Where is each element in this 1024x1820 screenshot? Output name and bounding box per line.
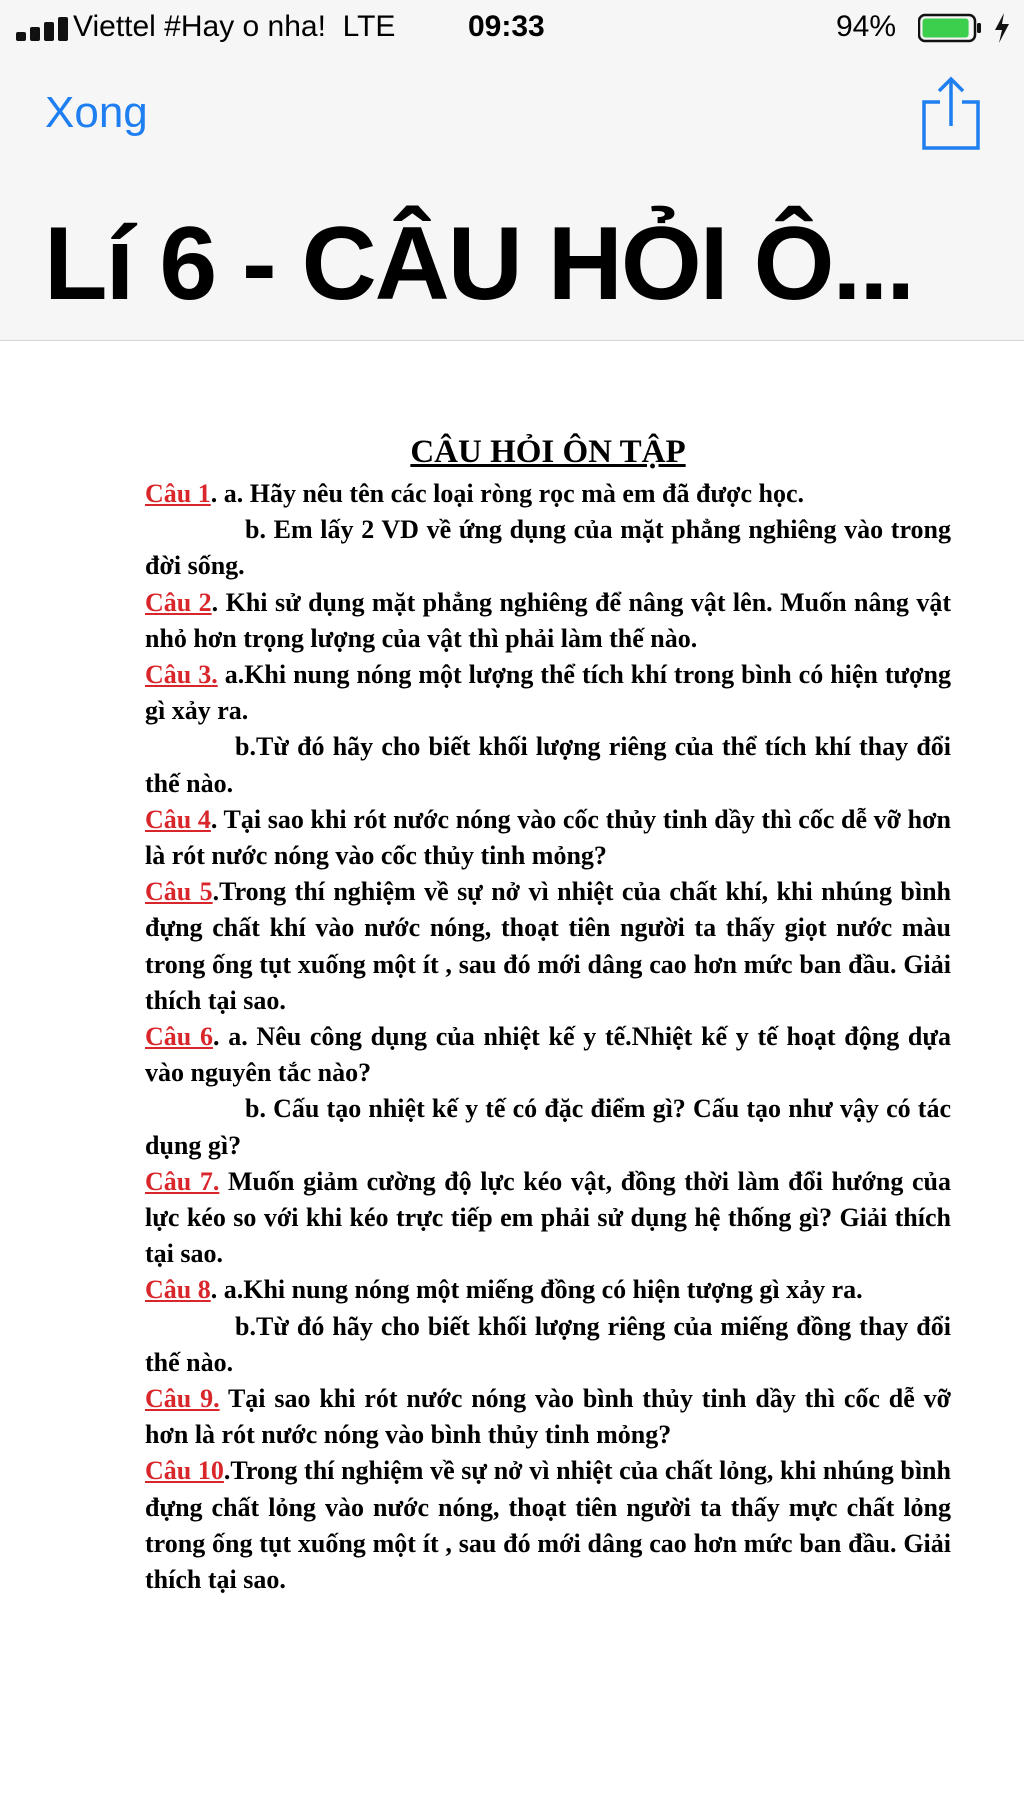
question-text: . a.Khi nung nóng một miếng đồng có hiện tượng gì xảy ra.	[210, 1275, 863, 1305]
question-text: Muốn giảm cường độ lực kéo vật, đồng thời làm đổi hướng của lực kéo so với khi kéo trực tiếp em phải sử dụng hệ thống gì? Giải thích tại sao.	[145, 1166, 951, 1269]
question-item	[145, 874, 951, 1019]
carrier-network	[73, 10, 395, 44]
carrier-name: Viettel #Hay o nha!	[73, 10, 326, 43]
done-button[interactable]: Xong	[45, 88, 148, 137]
question-number: Câu 10	[145, 1456, 224, 1486]
document-heading: CÂU HỎI ÔN TẬP	[410, 434, 686, 470]
question-item	[145, 1453, 951, 1598]
question-item	[145, 1272, 951, 1308]
question-subpart: b.Từ đó hãy cho biết khối lượng riêng của thể tích khí thay đổi thế nào.	[145, 732, 951, 798]
question-number: Câu 7.	[145, 1166, 220, 1196]
question-item	[145, 1019, 951, 1091]
question-item	[145, 1381, 951, 1453]
question-subpart: b. Em lấy 2 VD về ứng dụng của mặt phẳng nghiêng vào trong đời sống.	[145, 515, 951, 581]
question-text: . Tại sao khi rót nước nóng vào cốc thủy tinh dầy thì cốc dễ vỡ hơn là rót nước nóng vào cốc thủy tinh mỏng?	[145, 804, 951, 871]
document-page	[145, 430, 951, 1598]
question-text: . Khi sử dụng mặt phẳng nghiêng để nâng vật lên. Muốn nâng vật nhỏ hơn trọng lượng của vật thì phải làm thế nào.	[145, 587, 951, 653]
question-text: a.Khi nung nóng một lượng thể tích khí trong bình có hiện tượng gì xảy ra.	[145, 660, 951, 726]
question-text: Tại sao khi rót nước nóng vào bình thủy tinh dầy thì cốc dễ vỡ hơn là rót nước nóng vào bình thủy tinh mỏng?	[145, 1384, 951, 1450]
question-text: . a. Nêu công dụng của nhiệt kế y tế.Nhiệt kế y tế hoạt động dựa vào nguyên tắc nào?	[145, 1022, 951, 1088]
charging-icon	[993, 12, 1011, 44]
question-item	[145, 1164, 951, 1273]
question-item	[145, 802, 951, 874]
question-number: Câu 2	[145, 587, 212, 617]
question-list	[145, 476, 951, 1598]
navigation-header	[0, 0, 1024, 341]
question-number: Câu 1	[145, 479, 211, 508]
question-number: Câu 5	[145, 877, 213, 907]
question-item	[145, 585, 951, 657]
network-type: LTE	[342, 10, 396, 43]
clock: 09:33	[468, 10, 545, 43]
question-number: Câu 3.	[145, 660, 218, 690]
question-subpart: b. Cấu tạo nhiệt kế y tế có đặc điểm gì? Cấu tạo như vậy có tác dụng gì?	[145, 1094, 951, 1160]
battery-icon	[918, 13, 982, 43]
question-number: Câu 9.	[145, 1384, 220, 1414]
signal-icon	[16, 17, 74, 41]
status-bar	[0, 0, 1024, 56]
question-text: . a. Hãy nêu tên các loại ròng rọc mà em đã được học.	[210, 479, 805, 508]
question-number: Câu 8	[145, 1275, 211, 1305]
share-icon[interactable]	[920, 76, 982, 150]
question-subpart: b.Từ đó hãy cho biết khối lượng riêng của miếng đồng thay đổi thế nào.	[145, 1311, 951, 1377]
question-text: .Trong thí nghiệm về sự nở vì nhiệt của chất khí, khi nhúng bình đựng chất khí vào nước nóng, thoạt tiên người ta thấy giọt nước màu trong ống tụt xuống một ít , sau đó mới dâng cao hơn mức ban đầu. Giải thích tại sao.	[145, 877, 951, 1015]
battery-percent: 94%	[836, 10, 897, 43]
question-number: Câu 4	[145, 804, 211, 834]
document-title: Lí 6 - CÂU HỎI Ô...	[44, 206, 914, 322]
question-item	[145, 476, 951, 512]
question-item	[145, 657, 951, 729]
question-number: Câu 6	[145, 1022, 213, 1052]
question-text: .Trong thí nghiệm về sự nở vì nhiệt của chất lỏng, khi nhúng bình đựng chất lỏng vào nước nóng, thoạt tiên người ta thấy mực chất lỏng trong ống tụt xuống một ít , sau đó mới dâng cao hơn mức ban đầu. Giải thích tại sao.	[145, 1456, 951, 1595]
